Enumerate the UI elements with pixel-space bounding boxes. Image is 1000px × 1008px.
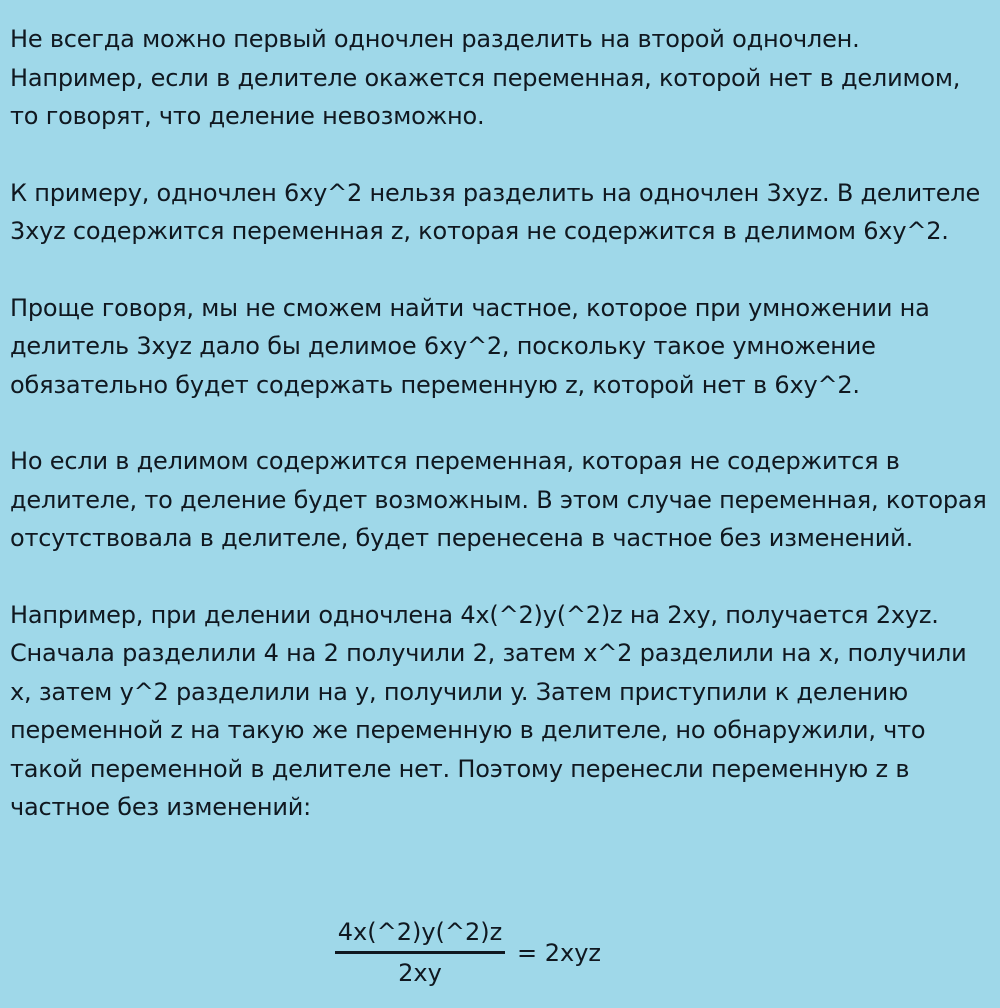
paragraph-example-possible: Например, при делении одночлена 4x(^2)y(^2)z на 2xy, получается 2xyz. Сначала разделили 4 на 2 получили 2, затем x^2 разделили на x, получили x, затем y^2 разделили на y, получили y. Затем приступили к делению переменной z на такую же переменную в делителе, но обнаружили, что такой переменной в делителе нет. Поэтому перенесли переменную z в частное без изменений: bbox=[10, 600, 967, 821]
fraction bbox=[335, 915, 505, 990]
fraction-bar bbox=[335, 951, 505, 954]
division-formula bbox=[335, 915, 601, 990]
paragraph-division-impossible: Не всегда можно первый одночлен разделить на второй одночлен. Например, если в делителе окажется переменная, которой нет в делимом, то говорят, что деление невозможно. bbox=[10, 25, 961, 130]
formula-denominator: 2xy bbox=[398, 959, 442, 987]
paragraph-explanation: Проще говоря, мы не сможем найти частное, которое при умножении на делитель 3xyz дало бы делимое 6xy^2, поскольку такое умножение обязательно будет содержать переменную z, которой нет в 6xy^2. bbox=[10, 293, 930, 399]
paragraph-division-possible: Но если в делимом содержится переменная, которая не содержится в делителе, то деление будет возможным. В этом случае переменная, которая отсутствовала в делителе, будет перенесена в частное без изменений. bbox=[10, 447, 987, 552]
paragraph-example-impossible: К примеру, одночлен 6xy^2 нельзя разделить на одночлен 3xyz. В делителе 3xyz содержится переменная z, которая не содержится в делимом 6xy^2. bbox=[10, 178, 981, 245]
formula-result: = 2xyz bbox=[517, 938, 602, 967]
formula-numerator: 4x(^2)y(^2)z bbox=[337, 918, 503, 946]
